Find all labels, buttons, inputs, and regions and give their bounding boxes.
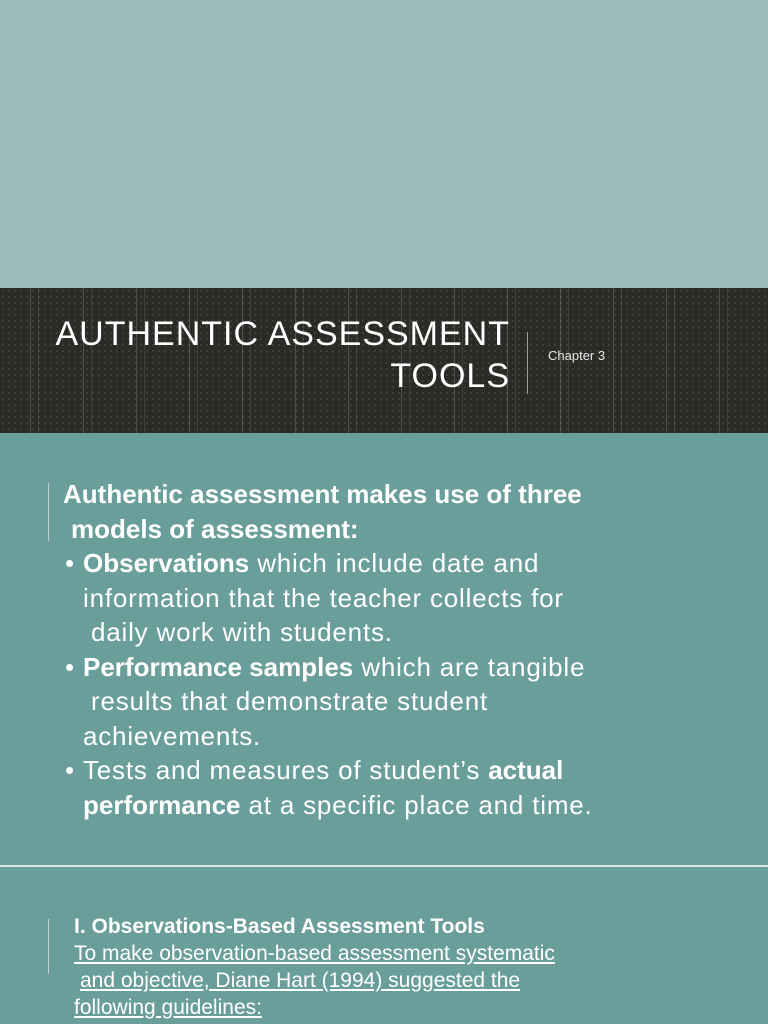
bullet-dot-icon: • — [65, 548, 75, 578]
slide-title-line1: AUTHENTIC ASSESSMENT — [55, 315, 510, 353]
section-heading: I. Observations-Based Assessment Tools — [74, 915, 485, 938]
bullet-text: which are tangible — [353, 651, 586, 682]
bullet-bold: performance — [83, 789, 241, 820]
intro-line2: models of assessment: — [71, 513, 359, 544]
slide1-top-panel — [0, 0, 768, 288]
bullet-dot-icon: • — [65, 755, 75, 785]
bullet-performance-samples — [63, 650, 753, 754]
bullet-dot-icon: • — [65, 651, 75, 682]
bullet-tests-and-measures — [63, 753, 753, 822]
slide3-accent-bar — [48, 919, 49, 974]
slide-3 — [0, 867, 768, 1024]
slide2-accent-bar — [48, 483, 49, 541]
bullet-text: information that the teacher collects for — [83, 582, 564, 613]
bullet-observations — [63, 546, 753, 650]
guideline-text-line1: To make observation-based assessment systematic — [74, 942, 555, 965]
bullet-text: daily work with students. — [91, 617, 393, 647]
slide-subtitle: Chapter 3 — [548, 348, 606, 363]
slide3-body — [74, 913, 754, 1021]
slide-title-line2: TOOLS — [390, 357, 510, 395]
bullet-bold: Performance samples — [83, 651, 354, 682]
bullet-text: which include date and — [249, 548, 540, 578]
slide-title — [55, 313, 510, 397]
guideline-text-line2: and objective, Diane Hart (1994) suggested the — [80, 969, 521, 992]
intro-line1: Authentic assessment makes use of three — [63, 479, 582, 509]
slide2-body — [63, 477, 753, 822]
bullet-bold: Observations — [83, 548, 250, 578]
title-divider — [527, 332, 528, 394]
bullet-text: achievements. — [83, 720, 262, 751]
bullet-text: at a specific place and time. — [240, 789, 593, 820]
bullet-text: results that demonstrate student — [91, 686, 489, 716]
guideline-text-line3: following guidelines: — [74, 996, 262, 1019]
title-band — [0, 288, 768, 433]
bullet-text: Tests and measures of student’s — [83, 755, 489, 785]
bullet-bold: actual — [488, 755, 564, 785]
slide-2 — [0, 433, 768, 865]
